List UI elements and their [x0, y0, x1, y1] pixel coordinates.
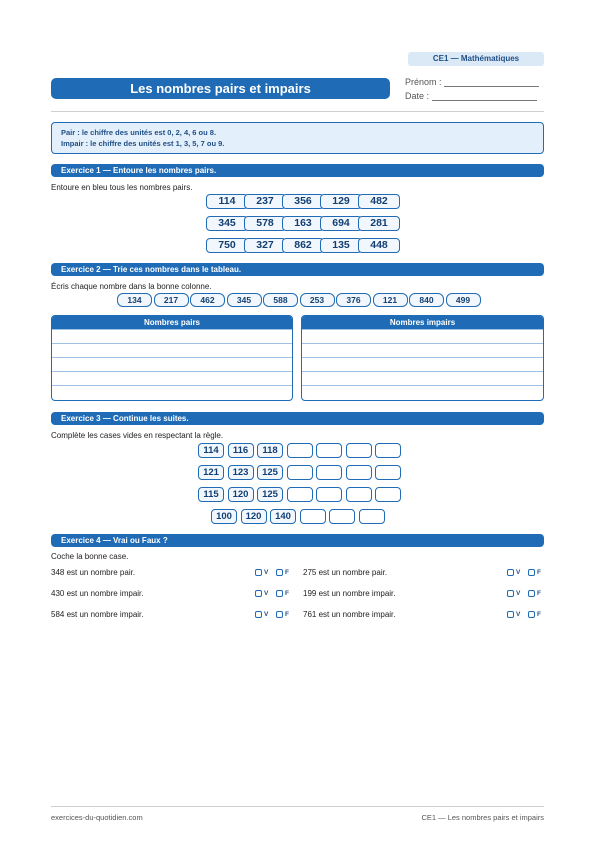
label-faux: F — [285, 590, 289, 597]
date-field[interactable] — [432, 91, 537, 101]
prenom-label: Prénom : — [405, 77, 442, 87]
checkbox-vrai[interactable] — [255, 590, 262, 597]
number-pill[interactable]: 578 — [244, 216, 286, 231]
checkbox-vrai[interactable] — [255, 569, 262, 576]
sequence-cell: 118 — [257, 443, 283, 458]
sequence-blank[interactable] — [329, 509, 355, 524]
header-divider — [51, 111, 544, 112]
prenom-field[interactable] — [444, 77, 539, 87]
exercise-1-title: Exercice 1 — Entoure les nombres pairs. — [61, 166, 217, 175]
statement-text: 430 est un nombre impair. — [51, 589, 144, 598]
answer-row[interactable] — [302, 329, 543, 343]
number-pill[interactable]: 482 — [358, 194, 400, 209]
number-pill[interactable]: 114 — [206, 194, 248, 209]
answer-row[interactable] — [302, 343, 543, 357]
sequence-cell: 123 — [228, 465, 254, 480]
sequence-blank[interactable] — [287, 443, 313, 458]
number-chip: 121 — [373, 293, 408, 307]
checkbox-vrai[interactable] — [507, 569, 514, 576]
exercise-3-title: Exercice 3 — Continue les suites. — [61, 414, 189, 423]
sequence-blank[interactable] — [375, 487, 401, 502]
label-faux: F — [285, 611, 289, 618]
sequence-blank[interactable] — [287, 465, 313, 480]
rule-impair: Impair : le chiffre des unités est 1, 3, 5, 7 ou 9. — [61, 139, 225, 148]
checkbox-faux[interactable] — [528, 590, 535, 597]
number-pill[interactable]: 356 — [282, 194, 324, 209]
sequence-blank[interactable] — [316, 443, 342, 458]
number-chip: 134 — [117, 293, 152, 307]
sequence-blank[interactable] — [316, 487, 342, 502]
number-pill[interactable]: 448 — [358, 238, 400, 253]
number-pill[interactable]: 129 — [320, 194, 362, 209]
sequence-cell: 125 — [257, 465, 283, 480]
checkbox-faux[interactable] — [528, 569, 535, 576]
col-header-impairs: Nombres impairs — [302, 316, 543, 329]
checkbox-vrai[interactable] — [507, 611, 514, 618]
statement-text: 584 est un nombre impair. — [51, 610, 144, 619]
sequence-cell: 100 — [211, 509, 237, 524]
table-nombres-pairs — [51, 315, 293, 401]
rule-pair: Pair : le chiffre des unités est 0, 2, 4, 6 ou 8. — [61, 128, 217, 137]
statement-text: 348 est un nombre pair. — [51, 568, 136, 577]
exercise-2-instruction: Écris chaque nombre dans la bonne colonne. — [51, 282, 212, 291]
number-pill[interactable]: 862 — [282, 238, 324, 253]
label-faux: F — [285, 569, 289, 576]
answer-row[interactable] — [52, 385, 292, 399]
answer-row[interactable] — [52, 371, 292, 385]
sequence-blank[interactable] — [316, 465, 342, 480]
footer-site: exercices-du-quotidien.com — [51, 813, 143, 822]
statement-text: 761 est un nombre impair. — [303, 610, 396, 619]
col-header-pairs: Nombres pairs — [52, 316, 292, 329]
page-title: Les nombres pairs et impairs — [51, 78, 390, 99]
sequence-blank[interactable] — [346, 465, 372, 480]
exercise-3-instruction: Complète les cases vides en respectant la règle. — [51, 431, 224, 440]
checkbox-faux[interactable] — [528, 611, 535, 618]
exercise-4-header — [51, 534, 544, 547]
number-chip: 588 — [263, 293, 298, 307]
sequence-blank[interactable] — [287, 487, 313, 502]
subject-badge: CE1 — Mathématiques — [408, 52, 544, 66]
exercise-4-title: Exercice 4 — Vrai ou Faux ? — [61, 536, 168, 545]
label-vrai: V — [264, 569, 269, 576]
sequence-cell: 120 — [241, 509, 267, 524]
sequence-blank[interactable] — [375, 443, 401, 458]
sequence-cell: 114 — [198, 443, 224, 458]
statement-text: 275 est un nombre pair. — [303, 568, 388, 577]
number-pill[interactable]: 750 — [206, 238, 248, 253]
answer-row[interactable] — [302, 357, 543, 371]
number-chip: 840 — [409, 293, 444, 307]
number-chip: 499 — [446, 293, 481, 307]
checkbox-faux[interactable] — [276, 611, 283, 618]
number-chip: 253 — [300, 293, 335, 307]
label-vrai: V — [516, 590, 521, 597]
sequence-cell: 116 — [228, 443, 254, 458]
footer-title: CE1 — Les nombres pairs et impairs — [421, 813, 544, 822]
number-chip: 345 — [227, 293, 262, 307]
sequence-blank[interactable] — [346, 487, 372, 502]
checkbox-faux[interactable] — [276, 569, 283, 576]
number-pill[interactable]: 694 — [320, 216, 362, 231]
label-vrai: V — [516, 569, 521, 576]
answer-row[interactable] — [302, 385, 543, 399]
number-pill[interactable]: 163 — [282, 216, 324, 231]
checkbox-vrai[interactable] — [507, 590, 514, 597]
number-chip: 462 — [190, 293, 225, 307]
sequence-blank[interactable] — [300, 509, 326, 524]
label-faux: F — [537, 611, 541, 618]
table-nombres-impairs — [301, 315, 544, 401]
answer-row[interactable] — [52, 343, 292, 357]
number-chip: 217 — [154, 293, 189, 307]
number-pill[interactable]: 281 — [358, 216, 400, 231]
answer-row[interactable] — [52, 357, 292, 371]
sequence-cell: 115 — [198, 487, 224, 502]
number-pill[interactable]: 237 — [244, 194, 286, 209]
number-pill[interactable]: 327 — [244, 238, 286, 253]
exercise-3-header — [51, 412, 544, 425]
date-label: Date : — [405, 91, 430, 101]
label-faux: F — [537, 590, 541, 597]
exercise-1-instruction: Entoure en bleu tous les nombres pairs. — [51, 183, 193, 192]
sequence-cell: 120 — [228, 487, 254, 502]
sequence-cell: 125 — [257, 487, 283, 502]
answer-row[interactable] — [302, 371, 543, 385]
checkbox-vrai[interactable] — [255, 611, 262, 618]
label-vrai: V — [264, 590, 269, 597]
label-vrai: V — [516, 611, 521, 618]
rules-box — [51, 122, 544, 154]
sequence-blank[interactable] — [359, 509, 385, 524]
checkbox-faux[interactable] — [276, 590, 283, 597]
exercise-2-header — [51, 263, 544, 276]
number-pill[interactable]: 345 — [206, 216, 248, 231]
footer-divider — [51, 806, 544, 807]
sequence-blank[interactable] — [375, 465, 401, 480]
label-vrai: V — [264, 611, 269, 618]
exercise-1-header — [51, 164, 544, 177]
sequence-cell: 121 — [198, 465, 224, 480]
number-pill[interactable]: 135 — [320, 238, 362, 253]
answer-row[interactable] — [52, 329, 292, 343]
exercise-2-title: Exercice 2 — Trie ces nombres dans le tableau. — [61, 265, 242, 274]
number-chip: 376 — [336, 293, 371, 307]
statement-text: 199 est un nombre impair. — [303, 589, 396, 598]
sequence-blank[interactable] — [346, 443, 372, 458]
sequence-cell: 140 — [270, 509, 296, 524]
exercise-4-instruction: Coche la bonne case. — [51, 552, 129, 561]
label-faux: F — [537, 569, 541, 576]
